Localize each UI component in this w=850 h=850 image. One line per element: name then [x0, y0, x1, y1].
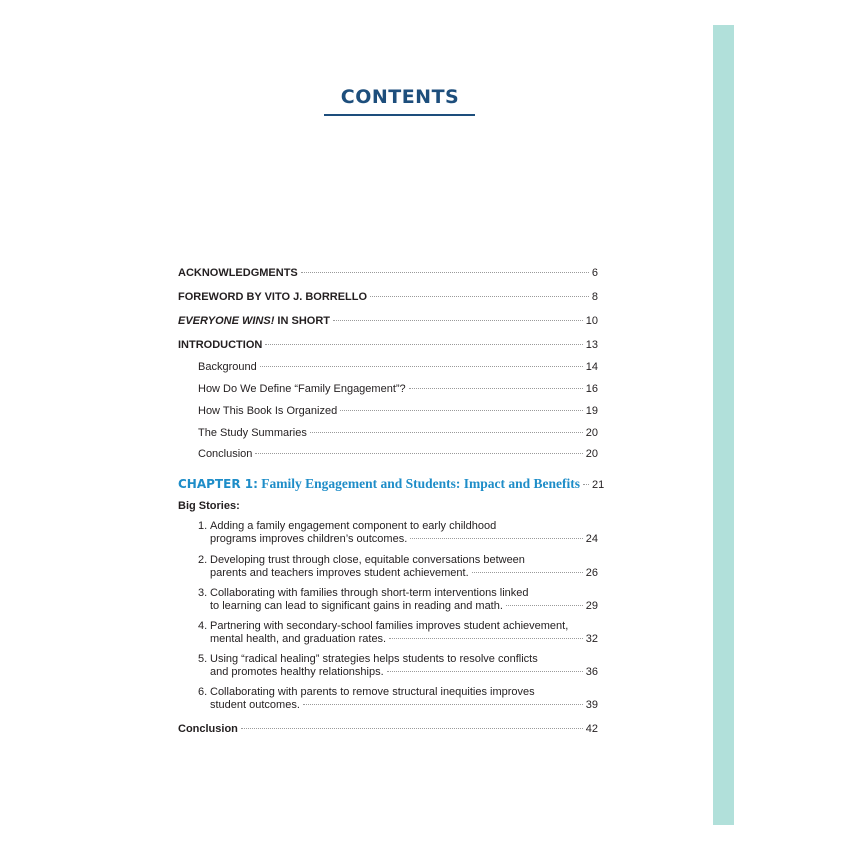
- toc-story-2[interactable]: [198, 554, 598, 580]
- story-number: 2.: [198, 554, 208, 566]
- toc-page-number: 16: [585, 383, 598, 395]
- dot-leader: [506, 605, 583, 606]
- toc-page-number: 32: [585, 633, 598, 645]
- dot-leader: [340, 410, 583, 411]
- toc-entry-foreword[interactable]: [178, 291, 598, 304]
- big-stories-heading: Big Stories:: [178, 500, 240, 512]
- toc-entry-label: The Study Summaries: [198, 427, 307, 439]
- dot-leader: [301, 272, 589, 273]
- toc-story-3[interactable]: [198, 587, 598, 613]
- toc-entry-label: Conclusion: [178, 723, 238, 735]
- toc-page-number: 10: [585, 315, 598, 327]
- dot-leader: [303, 704, 583, 705]
- toc-entry-label: FOREWORD BY VITO J. BORRELLO: [178, 291, 368, 303]
- dot-leader: [409, 388, 583, 389]
- story-text-line2: parents and teachers improves student achievement.: [210, 567, 469, 579]
- toc-page-number: 36: [585, 666, 598, 678]
- toc-entry-label: ACKNOWLEDGMENTS: [178, 267, 298, 279]
- toc-page-number: 13: [585, 339, 598, 351]
- dot-leader: [370, 296, 589, 297]
- dot-leader: [255, 453, 582, 454]
- story-text-line1: Collaborating with parents to remove structural inequities improves: [210, 686, 535, 698]
- toc-page-number: 8: [591, 291, 598, 303]
- toc-entry-label: Conclusion: [198, 448, 253, 460]
- toc-chapter-1[interactable]: [178, 476, 605, 492]
- toc-subentry-organized[interactable]: [198, 405, 598, 418]
- toc-subentry-study-summaries[interactable]: [198, 427, 598, 440]
- toc-page-number: 20: [585, 448, 598, 460]
- story-number: 5.: [198, 653, 208, 665]
- toc-page-number: 42: [585, 723, 598, 735]
- dot-leader: [389, 638, 583, 639]
- toc-entry-label: INTRODUCTION: [178, 339, 263, 351]
- toc-page-number: 26: [585, 567, 598, 579]
- title-underline: [324, 114, 475, 116]
- toc-subentry-background[interactable]: [198, 361, 598, 374]
- dot-leader: [260, 366, 583, 367]
- chapter-number: CHAPTER 1:: [178, 477, 258, 491]
- book-title-italic: EVERYONE WINS!: [178, 315, 275, 327]
- toc-page-number: 39: [585, 699, 598, 711]
- story-text-line2: to learning can lead to significant gains in reading and math.: [210, 600, 503, 612]
- story-text-line1: Partnering with secondary-school families improves student achievement,: [210, 620, 569, 632]
- chapter-title: Family Engagement and Students: Impact and Benefits: [257, 476, 581, 491]
- toc-page-number: 14: [585, 361, 598, 373]
- toc-page-number: 6: [591, 267, 598, 279]
- toc-entry-introduction[interactable]: [178, 339, 598, 352]
- story-text-line2: programs improves children’s outcomes.: [210, 533, 408, 545]
- story-number: 1.: [198, 520, 208, 532]
- toc-story-6[interactable]: [198, 686, 598, 712]
- story-text-line1: Collaborating with families through short-term interventions linked: [210, 587, 529, 599]
- story-text-line2: mental health, and graduation rates.: [210, 633, 387, 645]
- toc-page-number: 20: [585, 427, 598, 439]
- dot-leader: [333, 320, 583, 321]
- toc-page-number: 19: [585, 405, 598, 417]
- story-text-line2: and promotes healthy relationships.: [210, 666, 384, 678]
- toc-story-1[interactable]: [198, 520, 598, 546]
- dot-leader: [265, 344, 582, 345]
- toc-entry-label: How Do We Define “Family Engagement”?: [198, 383, 406, 395]
- toc-story-5[interactable]: [198, 653, 598, 679]
- toc-entry-label: Background: [198, 361, 257, 373]
- toc-entry-in-short[interactable]: [178, 315, 598, 328]
- story-text-line2: student outcomes.: [210, 699, 300, 711]
- toc-entry-acknowledgments[interactable]: [178, 267, 598, 280]
- story-number: 6.: [198, 686, 208, 698]
- toc-entry-label: How This Book Is Organized: [198, 405, 338, 417]
- toc-page-number: 24: [585, 533, 598, 545]
- toc-page-number: 29: [585, 600, 598, 612]
- dot-leader: [583, 484, 589, 485]
- toc-subentry-define[interactable]: [198, 383, 598, 396]
- story-number: 4.: [198, 620, 208, 632]
- story-text-line1: Adding a family engagement component to early childhood: [210, 520, 497, 532]
- toc-entry-final-conclusion[interactable]: [178, 723, 598, 736]
- story-number: 3.: [198, 587, 208, 599]
- story-text-line1: Developing trust through close, equitable conversations between: [210, 554, 525, 566]
- page-title: CONTENTS: [340, 86, 460, 108]
- story-text-line1: Using “radical healing” strategies helps students to resolve conflicts: [210, 653, 538, 665]
- toc-story-4[interactable]: [198, 620, 598, 646]
- dot-leader: [387, 671, 583, 672]
- dot-leader: [472, 572, 583, 573]
- decorative-side-strip: [713, 25, 734, 825]
- dot-leader: [410, 538, 582, 539]
- toc-subentry-conclusion[interactable]: [198, 448, 598, 461]
- chapter-heading: [178, 477, 580, 491]
- toc-page-number: 21: [592, 479, 605, 491]
- toc-entry-label: [178, 315, 330, 328]
- toc-entry-label-rest: IN SHORT: [274, 315, 330, 327]
- dot-leader: [310, 432, 583, 433]
- dot-leader: [241, 728, 583, 729]
